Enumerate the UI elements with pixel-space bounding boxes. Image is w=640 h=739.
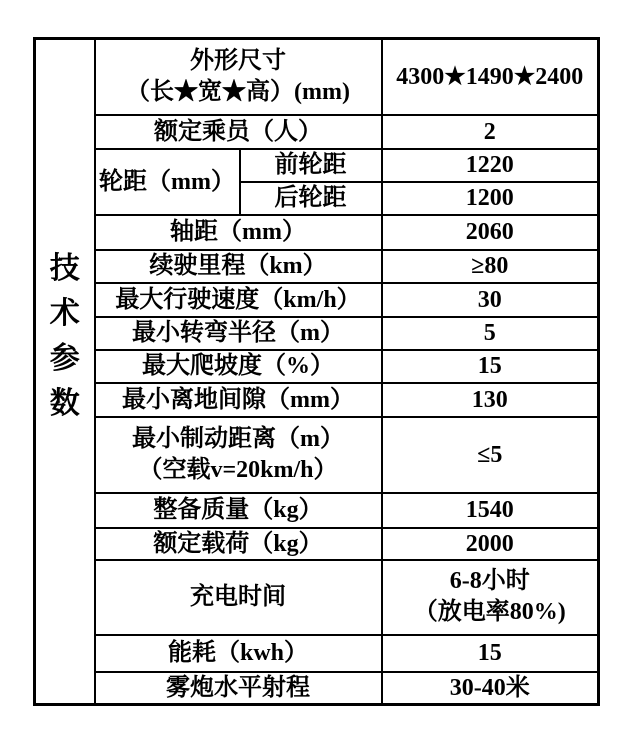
param-label-cell xyxy=(95,417,382,493)
vertical-header-text xyxy=(36,246,94,426)
param-value-cell: 2 xyxy=(382,115,599,149)
vertical-header-char: 技 xyxy=(49,252,80,285)
param-label-line1: 外形尺寸 xyxy=(190,47,286,74)
param-value-cell: 130 xyxy=(382,383,599,417)
table-row xyxy=(35,383,599,417)
param-label-cell: 最大行驶速度（km/h） xyxy=(95,283,382,317)
table-row xyxy=(35,317,599,350)
table-row xyxy=(35,283,599,317)
param-value-cell: ≥80 xyxy=(382,250,599,283)
param-label-cell: 续驶里程（km） xyxy=(95,250,382,283)
technical-parameters-table xyxy=(33,37,600,706)
param-label-cell: 额定乘员（人） xyxy=(95,115,382,149)
wheel-track-group-cell: 轮距（mm） xyxy=(95,149,240,215)
param-label-line2: （空载v=20km/h） xyxy=(138,456,338,483)
param-label-line1: 最小制动距离（m） xyxy=(132,425,344,452)
table-row xyxy=(35,635,599,672)
table-row xyxy=(35,115,599,149)
table-row xyxy=(35,250,599,283)
table-row xyxy=(35,528,599,560)
table-row xyxy=(35,350,599,383)
table-row xyxy=(35,149,599,182)
table-row xyxy=(35,560,599,635)
param-label-cell: 能耗（kwh） xyxy=(95,635,382,672)
param-value-cell: 5 xyxy=(382,317,599,350)
param-label-cell: 最小离地间隙（mm） xyxy=(95,383,382,417)
vertical-header-char: 参 xyxy=(49,342,80,375)
param-value-cell: ≤5 xyxy=(382,417,599,493)
param-value-cell xyxy=(382,560,599,635)
param-value-cell: 30-40米 xyxy=(382,672,599,705)
param-label-cell: 最大爬坡度（%） xyxy=(95,350,382,383)
param-value-cell: 4300★1490★2400 xyxy=(382,39,599,115)
param-value-cell: 2060 xyxy=(382,215,599,250)
param-value-cell: 30 xyxy=(382,283,599,317)
param-sublabel-cell: 后轮距 xyxy=(240,182,382,215)
param-sublabel-cell: 前轮距 xyxy=(240,149,382,182)
vertical-header-cell xyxy=(35,39,95,705)
table-row xyxy=(35,493,599,528)
param-value-cell: 1540 xyxy=(382,493,599,528)
param-label-cell: 最小转弯半径（m） xyxy=(95,317,382,350)
param-label-cell: 整备质量（kg） xyxy=(95,493,382,528)
param-label-cell: 额定载荷（kg） xyxy=(95,528,382,560)
param-value-line2: （放电率80%) xyxy=(413,599,566,625)
vertical-header-char: 数 xyxy=(49,387,80,420)
param-value-cell: 15 xyxy=(382,635,599,672)
table-row xyxy=(35,417,599,493)
vertical-header-char: 术 xyxy=(49,297,80,330)
param-value-cell: 1220 xyxy=(382,149,599,182)
param-value-cell: 2000 xyxy=(382,528,599,560)
param-value-cell: 1200 xyxy=(382,182,599,215)
param-value-line1: 6-8小时 xyxy=(449,568,530,594)
table-row xyxy=(35,39,599,115)
param-label-cell xyxy=(95,39,382,115)
table-row xyxy=(35,215,599,250)
param-label-cell: 雾炮水平射程 xyxy=(95,672,382,705)
param-label-cell: 轴距（mm） xyxy=(95,215,382,250)
param-label-cell: 充电时间 xyxy=(95,560,382,635)
param-value-cell: 15 xyxy=(382,350,599,383)
table-row xyxy=(35,672,599,705)
param-label-line2: （长★宽★高）(mm) xyxy=(126,78,350,105)
